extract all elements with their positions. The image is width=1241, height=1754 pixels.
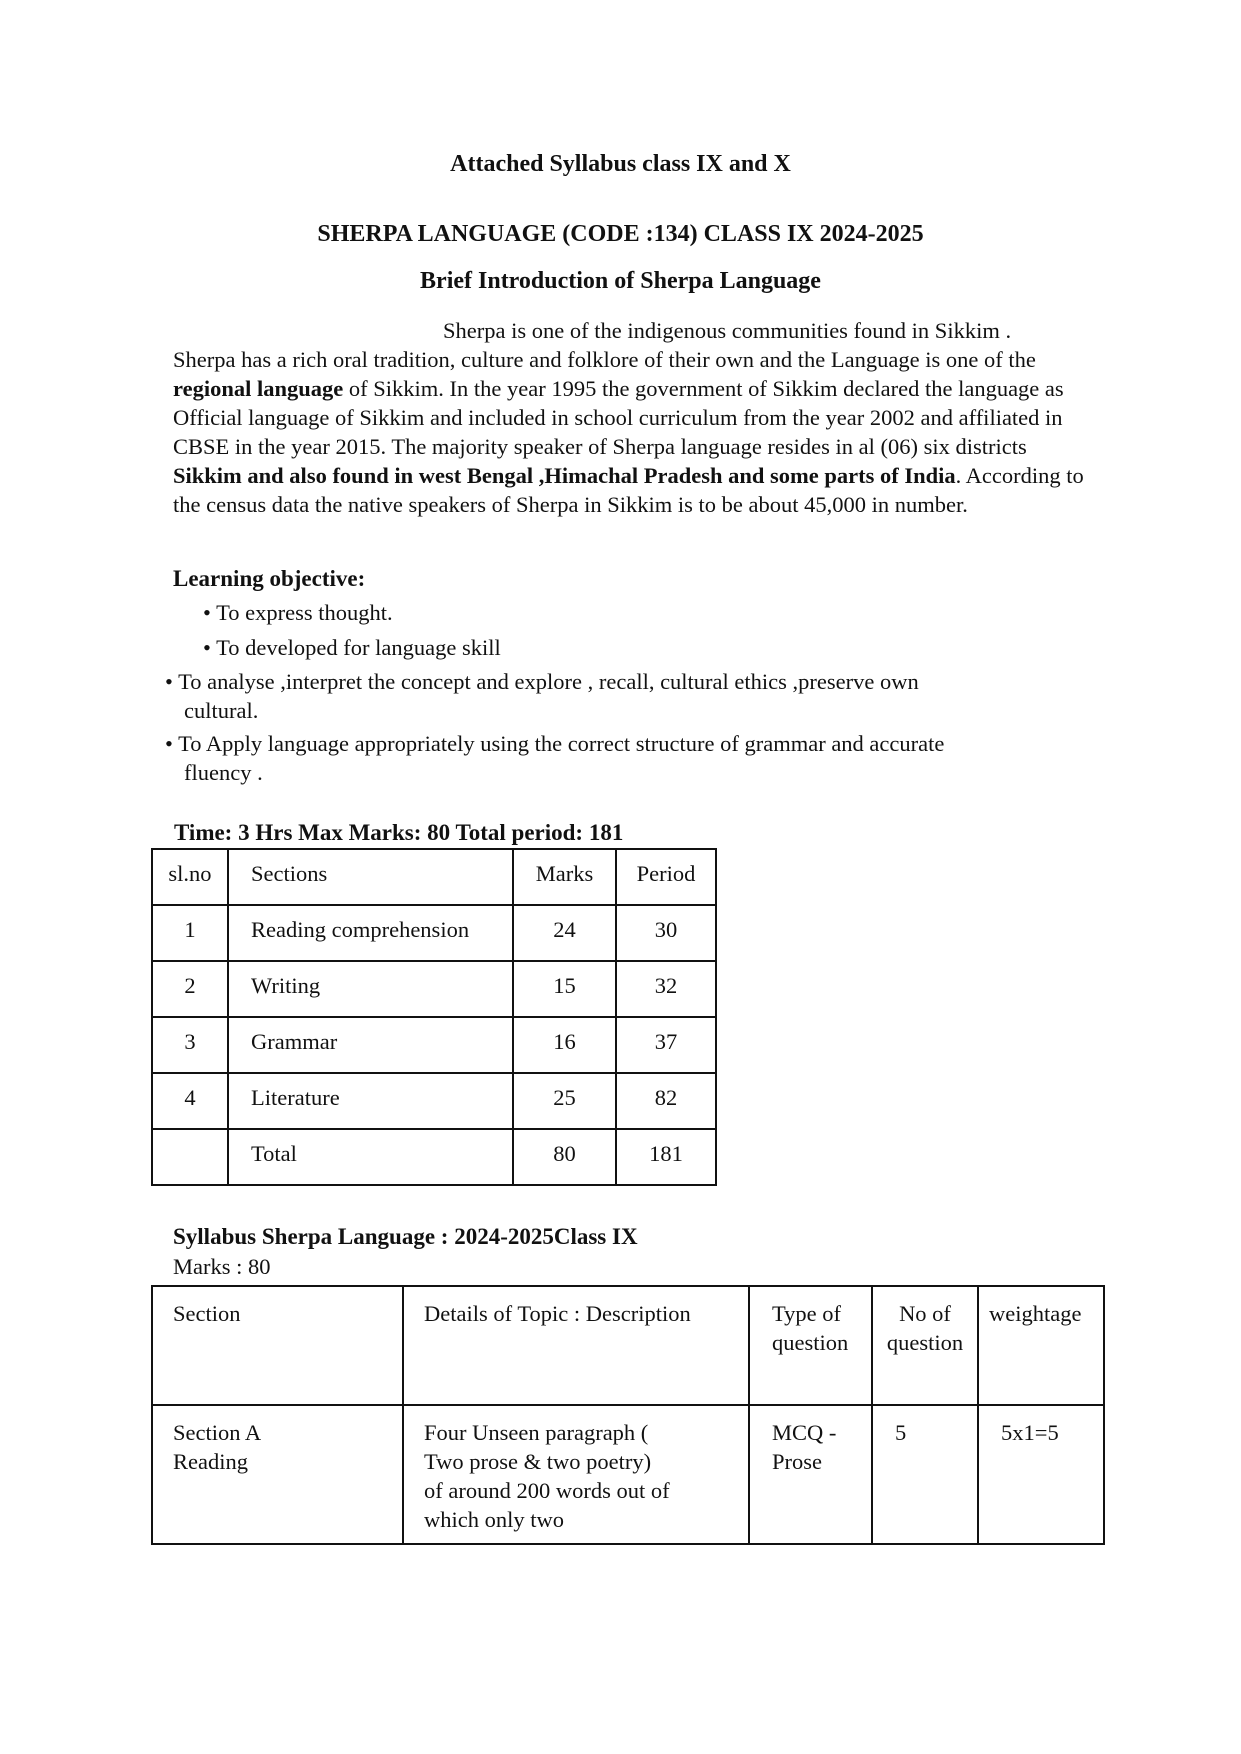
intro-text-2: of Sikkim. In the year 1995 the government of Sikkim declared the language as Official language of Sikkim and included in school curriculum from the year 2002 and affiliated in CBSE in the year 2015. The majority speaker of Sherpa language resides in al (06) six districts bbox=[173, 376, 1064, 459]
intro-heading: Brief Introduction of Sherpa Language bbox=[420, 268, 821, 294]
syllabus-title: Syllabus Sherpa Language : 2024-2025Class IX bbox=[173, 1224, 638, 1249]
cell-text: Prose bbox=[772, 1449, 822, 1474]
cell-text: 15 bbox=[553, 973, 576, 998]
cell-text: 4 bbox=[184, 1085, 196, 1110]
cell bbox=[616, 1129, 716, 1185]
syllabus-table bbox=[151, 1285, 1105, 1545]
cell-text: 3 bbox=[184, 1029, 196, 1054]
intro-paragraph bbox=[173, 316, 1088, 519]
intro-text-1: Sherpa has a rich oral tradition, culture and folklore of their own and the Language is one of the bbox=[173, 347, 1036, 372]
cell-text: Writing bbox=[251, 973, 321, 998]
table-header-row bbox=[152, 849, 716, 905]
cell bbox=[228, 1129, 513, 1185]
cell bbox=[152, 1017, 228, 1073]
cell bbox=[616, 905, 716, 961]
objective-text: To analyse ,interpret the concept and explore , recall, cultural ethics ,preserve own bbox=[178, 669, 919, 694]
section-cell bbox=[152, 1405, 403, 1544]
cell bbox=[513, 1129, 616, 1185]
header-text: Marks bbox=[535, 861, 594, 886]
type-cell bbox=[749, 1405, 872, 1544]
header-cell: Type of question bbox=[749, 1286, 872, 1405]
objective-text-continued: fluency . bbox=[184, 760, 263, 785]
header-cell: Section bbox=[152, 1286, 403, 1405]
cell-text: Grammar bbox=[251, 1029, 338, 1054]
table-header-row bbox=[152, 1286, 1104, 1405]
cell bbox=[616, 1073, 716, 1129]
cell-text: 32 bbox=[654, 973, 678, 998]
cell bbox=[616, 961, 716, 1017]
cell-text bbox=[153, 1130, 227, 1141]
cell-text: 82 bbox=[654, 1085, 678, 1110]
cell-text: 16 bbox=[553, 1029, 576, 1054]
cell bbox=[152, 1073, 228, 1129]
marks-period-table bbox=[151, 848, 717, 1186]
cell-text: Section A bbox=[173, 1420, 262, 1445]
cell-text: which only two bbox=[424, 1507, 564, 1532]
cell bbox=[513, 961, 616, 1017]
objective-text-continued: cultural. bbox=[184, 698, 259, 723]
table-row bbox=[152, 1073, 716, 1129]
cell-text: 1 bbox=[184, 917, 196, 942]
objective-text: To developed for language skill bbox=[216, 635, 501, 660]
intro-bold-2: Sikkim and also found in west Bengal ,Himachal Pradesh and some parts of India bbox=[173, 463, 956, 488]
cell-text: 2 bbox=[184, 973, 196, 998]
intro-text-3: . According to the census data the native speakers of Sherpa in Sikkim is to be about 45,000 in number. bbox=[173, 463, 1084, 517]
header-cell: weightage bbox=[978, 1286, 1104, 1405]
objective-text: To Apply language appropriately using the correct structure of grammar and accurate bbox=[178, 731, 945, 756]
weightage-cell bbox=[978, 1405, 1104, 1544]
cell-text: 25 bbox=[553, 1085, 576, 1110]
cell-text: 24 bbox=[553, 917, 576, 942]
table-row bbox=[152, 1017, 716, 1073]
objective-item: • To analyse ,interpret the concept and explore , recall, cultural ethics ,preserve own cultural. bbox=[165, 667, 1065, 725]
cell-text: MCQ - bbox=[772, 1420, 837, 1445]
header-cell: Details of Topic : Description bbox=[403, 1286, 749, 1405]
cell-text: Literature bbox=[251, 1085, 340, 1110]
cell bbox=[152, 905, 228, 961]
cell bbox=[152, 1129, 228, 1185]
syllabus-marks: Marks : 80 bbox=[173, 1254, 271, 1279]
cell-text: Total bbox=[251, 1141, 297, 1166]
intro-body bbox=[173, 345, 1088, 519]
objective-text: To express thought. bbox=[216, 600, 393, 625]
attached-syllabus-heading: Attached Syllabus class IX and X bbox=[450, 151, 791, 177]
cell bbox=[616, 1017, 716, 1073]
table-row bbox=[152, 1405, 1104, 1544]
cell-text: 5 bbox=[895, 1420, 907, 1445]
cell-text: 37 bbox=[654, 1029, 678, 1054]
header-text: Sections bbox=[251, 861, 328, 886]
cell bbox=[513, 905, 616, 961]
cell-text: of around 200 words out of bbox=[424, 1478, 670, 1503]
table-total-row bbox=[152, 1129, 716, 1185]
cell bbox=[228, 1017, 513, 1073]
cell bbox=[228, 1073, 513, 1129]
intro-first-line: Sherpa is one of the indigenous communities found in Sikkim . bbox=[443, 318, 1012, 343]
header-text: Period bbox=[636, 861, 696, 886]
cell-text: Two prose & two poetry) bbox=[424, 1449, 652, 1474]
header-cell bbox=[152, 849, 228, 905]
cell bbox=[228, 961, 513, 1017]
header-cell bbox=[513, 849, 616, 905]
objective-item: • To Apply language appropriately using the correct structure of grammar and accurate fluency . bbox=[165, 729, 1065, 787]
header-cell: No of question bbox=[872, 1286, 978, 1405]
objective-item: • To express thought. bbox=[203, 600, 393, 625]
table-row bbox=[152, 961, 716, 1017]
cell-text: 181 bbox=[649, 1141, 683, 1166]
cell-text: 30 bbox=[654, 917, 678, 942]
cell-text: 80 bbox=[553, 1141, 576, 1166]
header-cell bbox=[616, 849, 716, 905]
cell bbox=[513, 1017, 616, 1073]
document-title: SHERPA LANGUAGE (CODE :134) CLASS IX 2024-2025 bbox=[317, 221, 924, 247]
table-row bbox=[152, 905, 716, 961]
cell-text: Reading comprehension bbox=[251, 917, 470, 942]
objective-item: • To developed for language skill bbox=[203, 635, 501, 660]
intro-bold-1: regional language bbox=[173, 376, 344, 401]
header-text: sl.no bbox=[168, 861, 212, 886]
cell bbox=[228, 905, 513, 961]
learning-objective-heading: Learning objective: bbox=[173, 566, 366, 591]
cell-text: 5x1=5 bbox=[1001, 1420, 1059, 1445]
cell-text: Reading bbox=[173, 1449, 248, 1474]
cell bbox=[513, 1073, 616, 1129]
exam-info: Time: 3 Hrs Max Marks: 80 Total period: 181 bbox=[174, 820, 624, 845]
cell-text: Four Unseen paragraph ( bbox=[424, 1420, 649, 1445]
cell bbox=[152, 961, 228, 1017]
details-cell bbox=[403, 1405, 749, 1544]
header-cell bbox=[228, 849, 513, 905]
count-cell bbox=[872, 1405, 978, 1544]
